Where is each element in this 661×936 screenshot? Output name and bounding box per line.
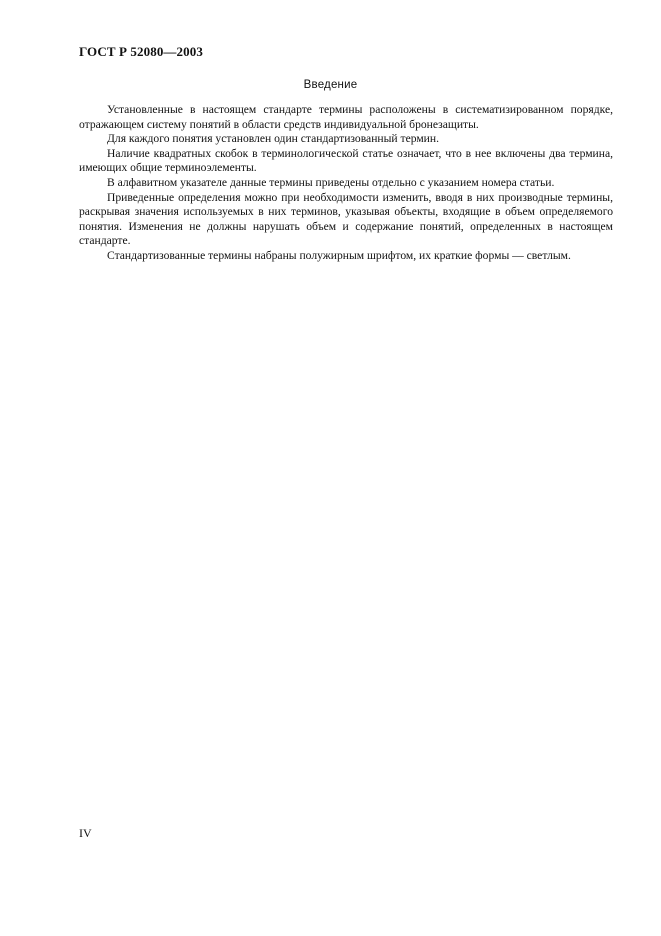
paragraph: Наличие квадратных скобок в терминологической статье означает, что в нее включены два термина, имеющих общие терминоэлементы.	[79, 146, 613, 175]
paragraph: Установленные в настоящем стандарте термины расположены в систематизированном порядке, отражающем систему понятий в области средств индивидуальной бронезащиты.	[79, 103, 613, 131]
paragraph: Стандартизованные термины набраны полужирным шрифтом, их краткие формы — светлым.	[107, 248, 571, 262]
paragraph: Для каждого понятия установлен один стандартизованный термин.	[107, 132, 439, 146]
section-title: Введение	[303, 79, 358, 91]
paragraph: Приведенные определения можно при необходимости изменить, вводя в них производные термины, раскрывая значения используемых в них терминов, указывая объекты, входящие в объем определяемого понятия. Изменения не должны нарушать объем и содержание понятий, определенных в настоящем стандарте.	[79, 190, 613, 248]
document-header: ГОСТ Р 52080—2003	[79, 44, 203, 59]
page-number: IV	[79, 826, 92, 840]
document-body	[79, 103, 613, 264]
paragraph: В алфавитном указателе данные термины приведены отдельно с указанием номера статьи.	[107, 175, 555, 189]
